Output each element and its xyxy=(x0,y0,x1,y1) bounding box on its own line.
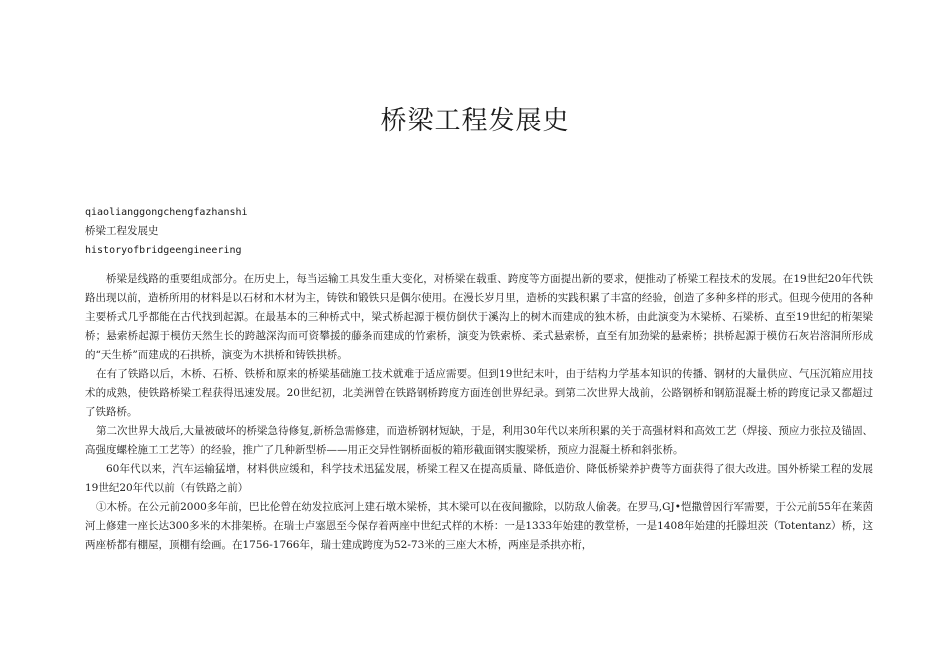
title-chinese: 桥梁工程发展史 xyxy=(85,225,159,237)
paragraph: 60年代以来，汽车运输猛增，材料供应缓和，科学技术迅猛发展，桥梁工程又在提高质量、降低造价、降低桥梁养护费等方面获得了很大改进。国外桥梁工程的发展19世纪20年代以前（有铁路之前） xyxy=(85,463,873,494)
page-title: 桥梁工程发展史 xyxy=(380,106,570,136)
paragraph: 在有了铁路以后，木桥、石桥、铁桥和原来的桥梁基础施工技术就难于适应需要。但到19世纪末叶，由于结构力学基本知识的传播、钢材的大量供应、气压沉箱应用技术的成熟，使铁路桥梁工程获得迅速发展。20世纪初，北美洲曾在铁路钢桥跨度方面连创世界纪录。到第二次世界大战前，公路钢桥和钢筋混凝土桥的跨度记录又都超过了铁路桥。 xyxy=(85,368,873,418)
title-metadata xyxy=(85,203,248,260)
paragraph: ①木桥。在公元前2000多年前，巴比伦曾在幼发拉底河上建石墩木梁桥，其木梁可以在夜间撤除，以防敌人偷袭。在罗马,GJ•恺撒曾因行军需要，于公元前55年在莱茵河上修建一座长达300多米的木排架桥。在瑞士卢塞恩至今保存着两座中世纪式样的木桥：一是1333年始建的教堂桥，一是1408年始建的托滕坦茨（Totentanz）桥，这两座桥都有棚屋，顶棚有绘画。在1756-1766年，瑞士建成跨度为52-73米的三座大木桥，两座是杀拱亦桁， xyxy=(85,501,873,551)
title-pinyin: qiaolianggongchengfazhanshi xyxy=(85,207,248,218)
article-body xyxy=(85,270,873,555)
paragraph: 桥梁是线路的重要组成部分。在历史上，每当运输工具发生重大变化，对桥梁在载重、跨度等方面提出新的要求，便推动了桥梁工程技术的发展。在19世纪20年代铁路出现以前，造桥所用的材料是以石材和木材为主，铸铁和锻铁只是偶尔使用。在漫长岁月里，造桥的实践积累了丰富的经验，创造了多种多样的形式。但现今使用的各种主要桥式几乎都能在古代找到起源。在最基本的三种桥式中，梁式桥起源于模仿倒伏于溪沟上的树木而建成的独木桥，由此演变为木梁桥、石梁桥、直至19世纪的桁架梁桥；悬索桥起源于模仿天然生长的跨越深沟而可资攀援的藤条而建成的竹索桥，演变为铁索桥、柔式悬索桥，直至有加劲梁的悬索桥；拱桥起源于模仿石灰岩溶洞所形成的“天生桥”而建成的石拱桥，演变为木拱桥和铸铁拱桥。 xyxy=(85,273,873,361)
paragraph: 第二次世界大战后,大量被破坏的桥梁急待修复,新桥急需修建，而造桥钢材短缺，于是，利用30年代以来所积累的关于高强材料和高效工艺（焊接、预应力张拉及锚固、高强度螺栓施工工艺等）的经验，推广了几种新型桥——用正交异性钢桥面板的箱形截面钢实腹梁桥，预应力混凝土桥和斜张桥。 xyxy=(85,425,873,456)
title-english: historyofbridgeengineering xyxy=(85,245,242,256)
